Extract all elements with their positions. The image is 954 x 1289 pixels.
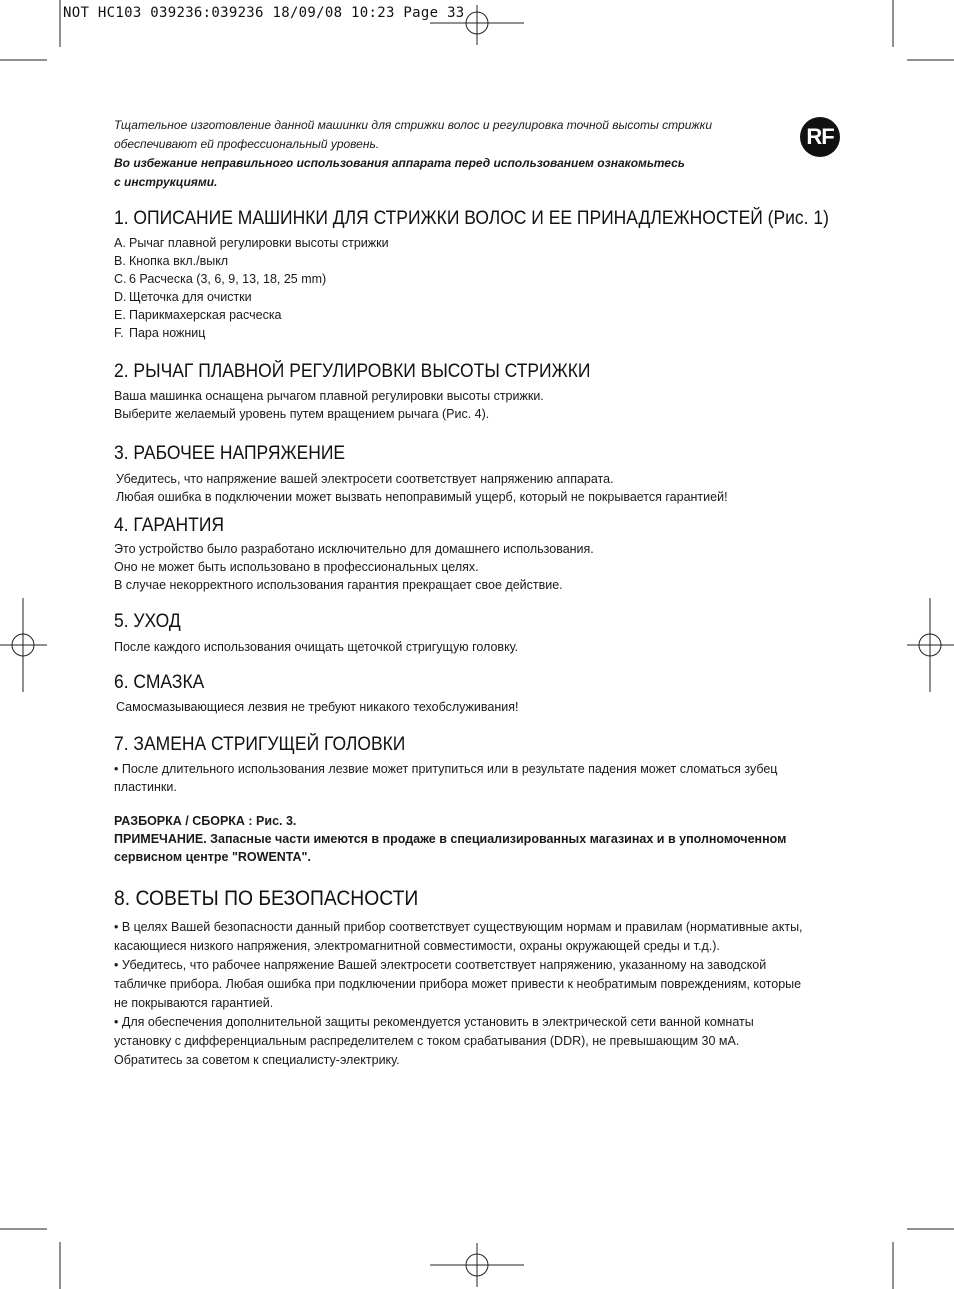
body-line: В случае некорректного использования гарантия прекращает свое действие. [114,578,563,592]
body-line: Ваша машинка оснащена рычагом плавной регулировки высоты стрижки. [114,389,544,403]
safety-paragraph: • Для обеспечения дополнительной защиты рекомендуется установить в электрической сети ванной комнаты установку с дифференциальным распределителем с током срабатывания (DDR), не превышающим 30 мА. Обратитесь за советом к специалисту-электрику. [114,1015,754,1067]
safety-paragraph: • Убедитесь, что рабочее напряжение Вашей электросети соответствует напряжению, указанному на заводской табличке прибора. Любая ошибка при подключении прибора может привести к необратимым повреждениям, которые не покрываются гарантией. [114,958,802,1010]
body-line: РАЗБОРКА / СБОРКА : Рис. 3. [114,814,297,828]
body-line: Выберите желаемый уровень путем вращением рычага (Рис. 4). [114,407,490,421]
list-item: D. Щеточка для очистки [114,290,252,304]
registration-mark-right [907,598,954,692]
intro-text [114,116,834,192]
body-line: Оно не может быть использовано в профессиональных целях. [114,560,479,574]
list-item: E. Парикмахерская расческа [114,308,282,322]
section-title: 1. ОПИСАНИЕ МАШИНКИ ДЛЯ СТРИЖКИ ВОЛОС И ЕЕ ПРИНАДЛЕЖНОСТЕЙ (Рис. 1) [114,208,829,229]
print-slug: NOT HC103 039236:039236 18/09/08 10:23 Page 33 [63,5,465,21]
section-title: 3. РАБОЧЕЕ НАПРЯЖЕНИЕ [114,443,346,464]
list-item: B. Кнопка вкл./выкл [114,254,229,268]
intro-warning-line: с инструкциями. [114,175,218,189]
section-title: 7. ЗАМЕНА СТРИГУЩЕЙ ГОЛОВКИ [114,734,406,755]
body-line: Самосмазывающиеся лезвия не требуют никакого техобслуживания! [116,700,519,714]
section-head-replacement [114,734,834,866]
section-voltage [114,443,834,506]
body-line: Любая ошибка в подключении может вызвать непоправимый ущерб, который не покрывается гарантией! [116,490,728,504]
section-title: 2. РЫЧАГ ПЛАВНОЙ РЕГУЛИРОВКИ ВЫСОТЫ СТРИЖКИ [114,361,591,382]
list-item: C. 6 Расческа (3, 6, 9, 13, 18, 25 mm) [114,272,327,286]
list-item: F. Пара ножниц [114,326,206,340]
section-title: 6. СМАЗКА [114,672,205,693]
registration-mark-left [0,598,47,692]
body-line: Это устройство было разработано исключительно для домашнего использования. [114,542,594,556]
body-line: ПРИМЕЧАНИЕ. Запасные части имеются в продаже в специализированных магазинах и в уполномоченном [114,832,787,846]
section-lubrication [114,672,834,716]
list-item: A. Рычаг плавной регулировки высоты стрижки [114,236,389,250]
section-title: 8. СОВЕТЫ ПО БЕЗОПАСНОСТИ [114,887,419,910]
intro-line: Тщательное изготовление данной машинки для стрижки волос и регулировка точной высоты стрижки [114,118,712,132]
intro-warning-line: Во избежание неправильного использования аппарата перед использованием ознакомьтесь [114,156,685,170]
body-line: пластинки. [114,780,177,794]
section-warranty [114,515,834,594]
body-line: сервисном центре "ROWENTA". [114,850,311,864]
language-badge: RF [800,117,840,157]
intro-line: обеспечивают ей профессиональный уровень. [114,137,380,151]
section-safety [114,888,834,1070]
section-description [114,208,834,342]
section-care [114,611,834,656]
section-title: 5. УХОД [114,611,181,632]
safety-paragraph: • В целях Вашей безопасности данный прибор соответствует существующим нормам и правилам (нормативные акты, касающиеся низкого напряжения, электромагнитной совместимости, охраны окружающей среды и т.д.). [114,920,803,953]
registration-mark-bottom [430,1243,524,1287]
body-line: После каждого использования очищать щеточкой стригущую головку. [114,640,519,654]
section-height-lever [114,361,834,423]
section-title: 4. ГАРАНТИЯ [114,515,225,536]
body-line: Убедитесь, что напряжение вашей электросети соответствует напряжению аппарата. [116,472,614,486]
body-line: • После длительного использования лезвие может притупиться или в результате падения может сломаться зубец [114,762,778,776]
